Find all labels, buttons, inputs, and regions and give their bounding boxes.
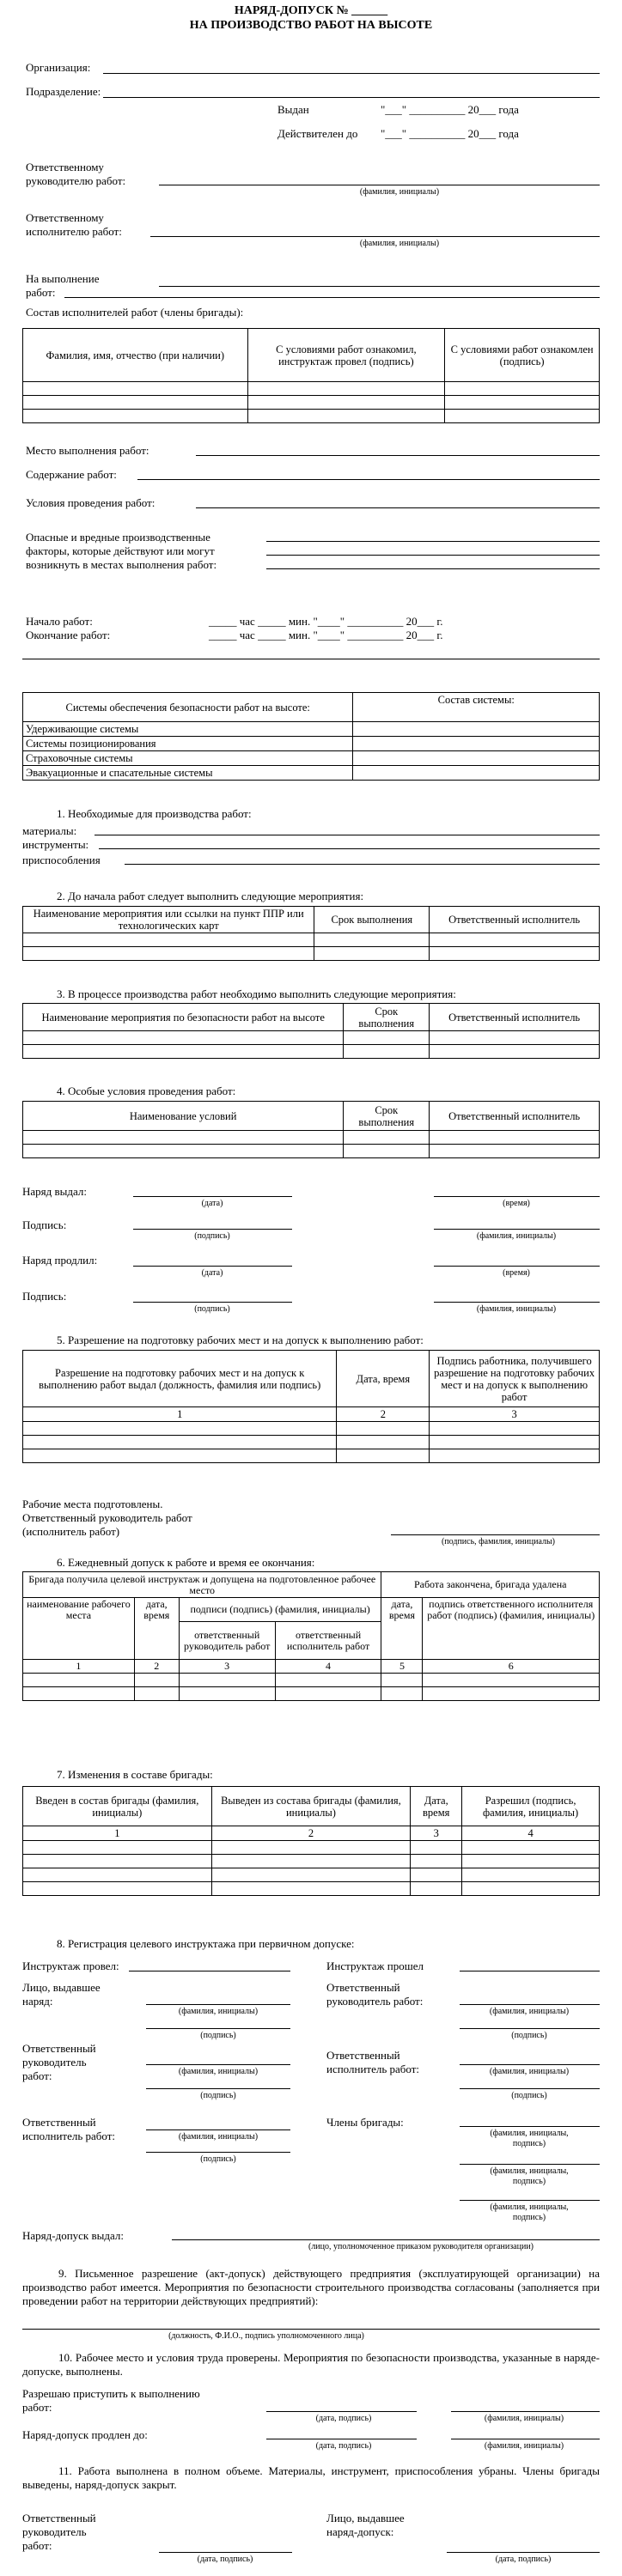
signature-field-1[interactable] <box>133 1229 292 1230</box>
s3-cell[interactable] <box>430 1031 600 1045</box>
s8-hint-fio-r3: (фамилия, инициалы, <box>490 2129 569 2138</box>
section8-title: 8. Регистрация целевого инструктажа при первичном допуске: <box>57 1937 355 1950</box>
s8-hint-sign-l2: (подпись) <box>200 2091 236 2100</box>
s3-cell[interactable] <box>344 1031 430 1045</box>
hazards-label-3: возникнуть в местах выполнения работ: <box>26 558 217 571</box>
section4-table <box>22 1101 600 1158</box>
section9-hint: (должность, Ф.И.О., подпись уполномоченного лица) <box>168 2331 364 2341</box>
s6-col-number: 3 <box>179 1660 275 1674</box>
s6-cell[interactable] <box>23 1674 135 1687</box>
s6-cell[interactable] <box>423 1674 600 1687</box>
to-perform-label-1: На выполнение <box>26 272 100 285</box>
s3-cell[interactable] <box>430 1045 600 1059</box>
hint-sign-1: (подпись) <box>194 1231 230 1241</box>
hint-fio-1: (фамилия, инициалы) <box>476 1231 557 1241</box>
crew-label: Состав исполнителей работ (члены бригады): <box>26 306 244 319</box>
section2-table <box>22 906 600 961</box>
s7-col-number: 4 <box>462 1826 600 1841</box>
s10-hint-fio-2: (фамилия, инициалы) <box>484 2441 564 2451</box>
prepared-sign-field[interactable] <box>391 1534 600 1535</box>
prepared-line3: (исполнитель работ) <box>22 1525 120 1538</box>
s5-cell[interactable] <box>23 1422 337 1436</box>
crew-cell[interactable] <box>247 410 445 423</box>
safety-row-label: Страховочные системы <box>23 751 353 766</box>
valid-until-date[interactable]: "___" __________ 20___ года <box>381 127 519 140</box>
crew-cell[interactable] <box>445 382 600 396</box>
section9-field[interactable] <box>22 2329 600 2330</box>
prepared-line2: Ответственный руководитель работ <box>22 1511 192 1524</box>
s7-cell[interactable] <box>462 1868 600 1882</box>
organization-field[interactable] <box>103 73 600 74</box>
s2-cell[interactable] <box>430 933 600 947</box>
section5-table <box>22 1350 600 1463</box>
tools-field[interactable] <box>99 848 600 849</box>
s6-col-signs: подписи (подпись) (фамилия, инициалы) <box>179 1598 381 1622</box>
s8-manager-r-label-1: Ответственный <box>326 1981 400 1994</box>
conditions-field[interactable] <box>196 507 600 508</box>
s8-manager-r-sign-field[interactable] <box>460 2028 600 2029</box>
materials-label: материалы: <box>22 824 77 837</box>
s5-cell[interactable] <box>337 1436 430 1449</box>
valid-until-label: Действителен до <box>277 127 358 140</box>
section11-text: 11. Работа выполнена в полном объеме. Материалы, инструмент, приспособления убраны. Члены бригады выведены, наряд-допуск закрыт. <box>22 2464 600 2491</box>
to-perform-field-2[interactable] <box>64 297 600 298</box>
safety-header-systems: Системы обеспечения безопасности работ на высоте: <box>23 693 353 722</box>
s7-cell[interactable] <box>462 1882 600 1896</box>
s5-cell[interactable] <box>23 1436 337 1449</box>
division-field[interactable] <box>103 97 600 98</box>
extended-time-field[interactable] <box>434 1266 600 1267</box>
hint-time-1: (время) <box>503 1199 530 1208</box>
safety-row-value[interactable] <box>353 737 600 751</box>
s8-hint-fio-l2: (фамилия, инициалы) <box>178 2067 259 2076</box>
safety-row-value[interactable] <box>353 722 600 737</box>
section6-title: 6. Ежедневный допуск к работе и время ее окончания: <box>57 1556 315 1569</box>
fixtures-label: приспособления <box>22 854 101 866</box>
s11-issuer-label-1: Лицо, выдавшее <box>326 2512 405 2524</box>
s6-col-number: 2 <box>134 1660 179 1674</box>
s5-cell[interactable] <box>337 1422 430 1436</box>
s8-hint-sign-r3: подпись) <box>512 2139 546 2148</box>
s8-hint-fio-r4: (фамилия, инициалы, <box>490 2166 569 2176</box>
instr-received-label: Инструктаж прошел <box>326 1959 424 1972</box>
hazards-field-3[interactable] <box>266 568 600 569</box>
issued-date[interactable]: "___" __________ 20___ года <box>381 103 519 116</box>
signature-label-2: Подпись: <box>22 1290 67 1303</box>
safety-header-composition: Состав системы: <box>353 693 600 722</box>
s8-manager-l-label-3: работ: <box>22 2069 52 2082</box>
s2-cell[interactable] <box>23 947 314 961</box>
s7-header-added: Введен в состав бригады (фамилия, инициалы) <box>23 1787 212 1826</box>
to-perform-label-2: работ: <box>26 286 56 299</box>
s2-cell[interactable] <box>430 947 600 961</box>
s3-header-responsible: Ответственный исполнитель <box>430 1004 600 1031</box>
s5-cell[interactable] <box>430 1422 600 1436</box>
s8-hint-fio-l3: (фамилия, инициалы) <box>178 2132 259 2142</box>
s7-header-allowed: Разрешил (подпись, фамилия, инициалы) <box>462 1787 600 1826</box>
s6-cell[interactable] <box>275 1674 381 1687</box>
s7-cell[interactable] <box>411 1882 462 1896</box>
s3-header-deadline: Срок выполнения <box>344 1004 430 1031</box>
resp-manager-label-2: руководителю работ: <box>26 174 126 187</box>
s8-manager-fio-field[interactable] <box>146 2064 290 2065</box>
s6-cell[interactable] <box>423 1687 600 1701</box>
s7-cell[interactable] <box>211 1882 411 1896</box>
s7-cell[interactable] <box>462 1841 600 1855</box>
start-label: Начало работ: <box>26 615 93 628</box>
s8-executor-r-label-1: Ответственный <box>326 2049 400 2062</box>
conditions-label: Условия проведения работ: <box>26 496 156 509</box>
crew-member-field-3[interactable] <box>460 2200 600 2201</box>
s11-issuer-label-2: наряд-допуск: <box>326 2525 394 2538</box>
crew-members-label: Члены бригады: <box>326 2116 404 2129</box>
s7-col-number: 3 <box>411 1826 462 1841</box>
hint-sign-2: (подпись) <box>194 1304 230 1314</box>
s4-cell[interactable] <box>344 1131 430 1145</box>
s4-cell[interactable] <box>344 1145 430 1158</box>
fio-field-1[interactable] <box>434 1229 600 1230</box>
safety-table <box>22 692 600 781</box>
crew-cell[interactable] <box>247 396 445 410</box>
s8-executor-l-label-2: исполнитель работ: <box>22 2129 116 2142</box>
s7-header-removed: Выведен из состава бригады (фамилия, инициалы) <box>211 1787 411 1826</box>
s6-cell[interactable] <box>275 1687 381 1701</box>
crew-cell[interactable] <box>23 382 248 396</box>
s6-cell[interactable] <box>134 1687 179 1701</box>
s6-col-number: 4 <box>275 1660 381 1674</box>
crew-table <box>22 328 600 423</box>
s6-col-executor: ответственный исполнитель работ <box>275 1622 381 1660</box>
s6-col-date2: дата, время <box>381 1598 423 1660</box>
section2-title: 2. До начала работ следует выполнить следующие мероприятия: <box>57 890 364 902</box>
issued-by-label: Наряд выдал: <box>22 1185 87 1198</box>
s5-cell[interactable] <box>337 1449 430 1463</box>
s6-group-admitted: Бригада получила целевой инструктаж и допущена на подготовленное рабочее место <box>23 1572 381 1598</box>
tools-label: инструменты: <box>22 838 89 851</box>
extended-date-field[interactable] <box>133 1266 292 1267</box>
s7-cell[interactable] <box>211 1855 411 1868</box>
s8-executor-fio-field[interactable] <box>146 2129 290 2130</box>
s10-hint-fio-1: (фамилия, инициалы) <box>484 2414 564 2423</box>
s4-cell[interactable] <box>23 1131 344 1145</box>
s8-hint-fio-l1: (фамилия, инициалы) <box>178 2007 259 2016</box>
s10-hint-date-1: (дата, подпись) <box>315 2414 372 2423</box>
crew-cell[interactable] <box>445 410 600 423</box>
s7-cell[interactable] <box>211 1868 411 1882</box>
s8-hint-fio-r5: (фамилия, инициалы, <box>490 2202 569 2212</box>
s5-header-signature: Подпись работника, получившего разрешение на подготовку рабочих мест и на допуск к выполнению работ <box>430 1351 600 1407</box>
crew-cell[interactable] <box>23 410 248 423</box>
crew-header-fio: Фамилия, имя, отчество (при наличии) <box>23 329 248 382</box>
s6-cell[interactable] <box>381 1687 423 1701</box>
section4-title: 4. Особые условия проведения работ: <box>57 1084 236 1097</box>
prepared-line1: Рабочие места подготовлены. <box>22 1498 163 1510</box>
section6-table <box>22 1571 600 1701</box>
s8-issuer-sign-field[interactable] <box>146 2028 290 2029</box>
crew-cell[interactable] <box>247 382 445 396</box>
s2-cell[interactable] <box>23 933 314 947</box>
issued-by-time-field[interactable] <box>434 1196 600 1197</box>
s8-issuer-label-2: наряд: <box>22 1995 53 2008</box>
section10-text: 10. Рабочее место и условия труда проверены. Мероприятия по безопасности производства, указанные в наряде-допуске, выполнены. <box>22 2351 600 2378</box>
section1-title: 1. Необходимые для производства работ: <box>57 807 252 820</box>
s7-cell[interactable] <box>211 1841 411 1855</box>
s11-issuer-field[interactable] <box>447 2552 600 2553</box>
s4-header-responsible: Ответственный исполнитель <box>430 1102 600 1131</box>
s2-header-deadline: Срок выполнения <box>314 907 430 933</box>
allow-label-1: Разрешаю приступить к выполнению <box>22 2387 200 2400</box>
s11-manager-label-1: Ответственный <box>22 2512 96 2524</box>
crew-cell[interactable] <box>445 396 600 410</box>
s6-col-number: 5 <box>381 1660 423 1674</box>
s6-col-number: 6 <box>423 1660 600 1674</box>
s11-hint-date-r: (дата, подпись) <box>495 2555 552 2564</box>
s8-manager-l-label-2: руководитель <box>22 2056 87 2069</box>
form-title-line2: НА ПРОИЗВОДСТВО РАБОТ НА ВЫСОТЕ <box>189 19 433 32</box>
crew-header-instructed: С условиями работ ознакомил, инструктаж провел (подпись) <box>247 329 445 382</box>
organization-label: Организация: <box>26 61 91 74</box>
s3-cell[interactable] <box>23 1045 344 1059</box>
s6-col-date: дата, время <box>134 1598 179 1660</box>
s6-cell[interactable] <box>381 1674 423 1687</box>
s6-group-finished: Работа закончена, бригада удалена <box>381 1572 600 1598</box>
s8-hint-sign-r4: подпись) <box>512 2177 546 2186</box>
issued-by-date-field[interactable] <box>133 1196 292 1197</box>
section3-title: 3. В процессе производства работ необходимо выполнить следующие мероприятия: <box>57 987 456 1000</box>
end-label: Окончание работ: <box>26 629 111 641</box>
fixtures-field[interactable] <box>125 864 600 865</box>
order-issued-label: Наряд-допуск выдал: <box>22 2229 124 2242</box>
end-time[interactable]: _____ час _____ мин. "____" __________ 20___ г. <box>209 629 443 641</box>
s2-header-measure: Наименование мероприятия или ссылки на пункт ППР или технологических карт <box>23 907 314 933</box>
s7-header-datetime: Дата, время <box>411 1787 462 1826</box>
s6-cell[interactable] <box>23 1687 135 1701</box>
s8-executor-r-fio-field[interactable] <box>460 2064 600 2065</box>
crew-member-field-2[interactable] <box>460 2164 600 2165</box>
hazards-field-2[interactable] <box>266 555 600 556</box>
fio-field-2[interactable] <box>434 1302 600 1303</box>
s8-executor-sign-field[interactable] <box>146 2152 290 2153</box>
s5-cell[interactable] <box>23 1449 337 1463</box>
s3-cell[interactable] <box>23 1031 344 1045</box>
signature-label-1: Подпись: <box>22 1218 67 1231</box>
s2-header-responsible: Ответственный исполнитель <box>430 907 600 933</box>
s6-cell[interactable] <box>179 1674 275 1687</box>
crew-cell[interactable] <box>23 396 248 410</box>
s4-cell[interactable] <box>430 1145 600 1158</box>
s5-cell[interactable] <box>430 1449 600 1463</box>
order-issued-field[interactable] <box>172 2239 600 2240</box>
s2-cell[interactable] <box>314 933 430 947</box>
s3-header-measure: Наименование мероприятия по безопасности работ на высоте <box>23 1004 344 1031</box>
safety-row-label: Системы позиционирования <box>23 737 353 751</box>
s8-hint-sign-r2: (подпись) <box>511 2091 547 2100</box>
crew-header-acknowledged: С условиями работ ознакомлен (подпись) <box>445 329 600 382</box>
s2-cell[interactable] <box>314 947 430 961</box>
safety-row-value[interactable] <box>353 766 600 781</box>
s4-cell[interactable] <box>430 1131 600 1145</box>
hint-date-1: (дата) <box>201 1199 223 1208</box>
s6-cell[interactable] <box>134 1674 179 1687</box>
s8-hint-fio-r2: (фамилия, инициалы) <box>489 2067 570 2076</box>
s4-cell[interactable] <box>23 1145 344 1158</box>
s11-hint-date-l: (дата, подпись) <box>197 2555 253 2564</box>
safety-row-value[interactable] <box>353 751 600 766</box>
start-time[interactable]: _____ час _____ мин. "____" __________ 20___ г. <box>209 615 443 628</box>
s8-manager-l-label-1: Ответственный <box>22 2042 96 2055</box>
resp-executor-hint: (фамилия, инициалы) <box>359 239 440 248</box>
s6-col-number: 1 <box>23 1660 135 1674</box>
instr-given-label: Инструктаж провел: <box>22 1959 119 1972</box>
content-field[interactable] <box>137 479 600 480</box>
signature-field-2[interactable] <box>133 1302 292 1303</box>
crew-member-field-1[interactable] <box>460 2126 600 2127</box>
hint-fio-2: (фамилия, инициалы) <box>476 1304 557 1314</box>
allow-date-field[interactable] <box>266 2411 417 2412</box>
s7-cell[interactable] <box>462 1855 600 1868</box>
s6-col-sign-exec: подпись ответственного исполнителя работ (подпись) (фамилия, инициалы) <box>423 1598 600 1660</box>
s4-header-condition: Наименование условий <box>23 1102 344 1131</box>
s8-manager-r-label-2: руководитель работ: <box>326 1995 424 2008</box>
s8-executor-r-label-2: исполнитель работ: <box>326 2063 420 2075</box>
hint-date-2: (дата) <box>201 1268 223 1278</box>
s8-hint-sign-r5: подпись) <box>512 2213 546 2222</box>
extended-by-label: Наряд продлил: <box>22 1254 98 1267</box>
s5-col-number: 2 <box>337 1407 430 1422</box>
section7-title: 7. Изменения в составе бригады: <box>57 1768 213 1781</box>
section5-title: 5. Разрешение на подготовку рабочих мест и на допуск к выполнению работ: <box>57 1334 424 1346</box>
resp-executor-field[interactable] <box>150 236 600 237</box>
s7-cell[interactable] <box>411 1868 462 1882</box>
s5-col-number: 3 <box>430 1407 600 1422</box>
s4-header-deadline: Срок выполнения <box>344 1102 430 1131</box>
hazards-label-2: факторы, которые действуют или могут <box>26 544 215 557</box>
s7-col-number: 2 <box>211 1826 411 1841</box>
hint-time-2: (время) <box>503 1268 530 1278</box>
s8-hint-fio-r1: (фамилия, инициалы) <box>489 2007 570 2016</box>
s11-manager-field[interactable] <box>159 2552 292 2553</box>
s7-cell[interactable] <box>23 1855 212 1868</box>
safety-row-label: Удерживающие системы <box>23 722 353 737</box>
place-field[interactable] <box>196 455 600 456</box>
s8-executor-l-label-1: Ответственный <box>22 2116 96 2129</box>
s7-cell[interactable] <box>411 1855 462 1868</box>
prepared-hint: (подпись, фамилия, инициалы) <box>441 1537 556 1546</box>
section7-table <box>22 1786 600 1896</box>
resp-manager-hint: (фамилия, инициалы) <box>359 187 440 197</box>
s6-col-manager: ответственный руководитель работ <box>179 1622 275 1660</box>
s5-header-permission: Разрешение на подготовку рабочих мест и на допуск к выполнению работ выдал (должность, фамилия или подпись) <box>23 1351 337 1407</box>
s8-manager-r-fio-field[interactable] <box>460 2004 600 2005</box>
hazards-label-1: Опасные и вредные производственные <box>26 531 210 544</box>
s5-header-datetime: Дата, время <box>337 1351 430 1407</box>
place-label: Место выполнения работ: <box>26 444 149 457</box>
issued-label: Выдан <box>277 103 309 116</box>
s8-issuer-label-1: Лицо, выдавшее <box>22 1981 101 1994</box>
resp-executor-label-1: Ответственному <box>26 211 104 224</box>
s7-cell[interactable] <box>23 1882 212 1896</box>
s10-hint-date-2: (дата, подпись) <box>315 2441 372 2451</box>
s7-cell[interactable] <box>23 1868 212 1882</box>
resp-executor-label-2: исполнителю работ: <box>26 225 122 238</box>
order-issued-hint: (лицо, уполномоченное приказом руководителя организации) <box>308 2242 534 2251</box>
content-label: Содержание работ: <box>26 468 117 481</box>
resp-manager-label-1: Ответственному <box>26 161 104 173</box>
s8-manager-sign-field[interactable] <box>146 2088 290 2089</box>
s7-col-number: 1 <box>23 1826 212 1841</box>
s8-hint-sign-r1: (подпись) <box>511 2031 547 2040</box>
s3-cell[interactable] <box>344 1045 430 1059</box>
s8-hint-sign-l3: (подпись) <box>200 2154 236 2164</box>
s11-manager-label-3: работ: <box>22 2539 52 2552</box>
to-perform-field-1[interactable] <box>159 286 600 287</box>
s8-executor-r-sign-field[interactable] <box>460 2088 600 2089</box>
safety-row-label: Эвакуационные и спасательные системы <box>23 766 353 781</box>
hazards-field-1[interactable] <box>266 541 600 542</box>
s5-cell[interactable] <box>430 1436 600 1449</box>
allow-fio-field[interactable] <box>451 2411 600 2412</box>
section9-text: 9. Письменное разрешение (акт-допуск) действующего предприятия (эксплуатирующей организации) на производство работ имеется. Мероприятия по безопасности строительного производства согласованы (заполняется при проведении работ на территории действующих предприятий): <box>22 2267 600 2307</box>
s8-issuer-fio-field[interactable] <box>146 2004 290 2005</box>
s8-hint-sign-l1: (подпись) <box>200 2031 236 2040</box>
s7-cell[interactable] <box>23 1841 212 1855</box>
s11-manager-label-2: руководитель <box>22 2525 87 2538</box>
s6-col-place: наименование рабочего места <box>23 1598 135 1660</box>
form-title-line1: НАРЯД-ДОПУСК № ______ <box>234 4 388 17</box>
s6-cell[interactable] <box>179 1687 275 1701</box>
s7-cell[interactable] <box>411 1841 462 1855</box>
extended-until-label: Наряд-допуск продлен до: <box>22 2428 148 2441</box>
s5-col-number: 1 <box>23 1407 337 1422</box>
allow-label-2: работ: <box>22 2401 52 2414</box>
section3-table <box>22 1003 600 1059</box>
division-label: Подразделение: <box>26 85 101 98</box>
